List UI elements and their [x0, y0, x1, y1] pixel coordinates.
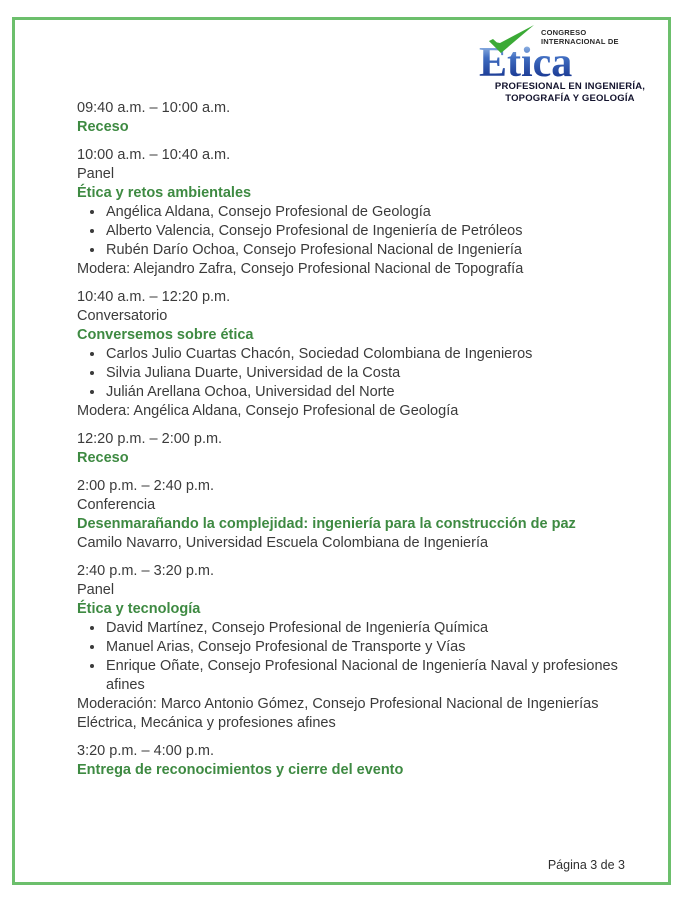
- session-time: 2:40 p.m. – 3:20 p.m.: [77, 563, 215, 579]
- logo-subtitle-line2: TOPOGRAFÍA Y GEOLOGÍA: [505, 92, 635, 104]
- session-block: [77, 742, 647, 780]
- session-title: Conversemos sobre ética: [77, 327, 254, 343]
- session-type: Conferencia: [77, 497, 156, 513]
- speaker-item: • Angélica Aldana, Consejo Profesional de Geología: [105, 203, 647, 222]
- speaker-item: • Julián Arellana Ochoa, Universidad del Norte: [105, 383, 647, 402]
- speaker-item: • Enrique Oñate, Consejo Profesional Nacional de Ingeniería Naval y profesiones afines: [105, 657, 647, 695]
- page-number: Página 3 de 3: [547, 858, 625, 872]
- speaker-item: • Alberto Valencia, Consejo Profesional de Ingeniería de Petróleos: [105, 222, 647, 241]
- session-title: Receso: [77, 119, 129, 135]
- session-title: Receso: [77, 450, 129, 466]
- speaker-list: [77, 203, 647, 260]
- logo-title: Ética: [479, 46, 661, 80]
- session-type: Conversatorio: [77, 308, 168, 324]
- session-title: Entrega de reconocimientos y cierre del evento: [77, 762, 404, 778]
- schedule: [77, 99, 647, 789]
- session-note: Modera: Alejandro Zafra, Consejo Profesional Nacional de Topografía: [77, 261, 524, 277]
- session-title: Desenmarañando la complejidad: ingeniería para la construcción de paz: [77, 516, 576, 532]
- session-title: Ética y tecnología: [77, 601, 201, 617]
- session-time: 10:40 a.m. – 12:20 p.m.: [77, 289, 231, 305]
- speaker-list: [77, 619, 647, 695]
- session-block: [77, 477, 647, 553]
- speaker-item: • David Martínez, Consejo Profesional de Ingeniería Química: [105, 619, 647, 638]
- speaker-item: • Carlos Julio Cuartas Chacón, Sociedad Colombiana de Ingenieros: [105, 345, 647, 364]
- session-block: [77, 146, 647, 279]
- session-time: 2:00 p.m. – 2:40 p.m.: [77, 478, 215, 494]
- session-note: Modera: Angélica Aldana, Consejo Profesional de Geología: [77, 403, 459, 419]
- logo-congreso-line1: CONGRESO: [541, 28, 587, 37]
- speaker-item: • Manuel Arias, Consejo Profesional de Transporte y Vías: [105, 638, 647, 657]
- session-block: [77, 99, 647, 137]
- session-note: Moderación: Marco Antonio Gómez, Consejo Profesional Nacional de Ingenierías Eléctrica, Mecánica y profesiones afines: [77, 696, 599, 731]
- session-time: 10:00 a.m. – 10:40 a.m.: [77, 147, 231, 163]
- session-time: 09:40 a.m. – 10:00 a.m.: [77, 100, 231, 116]
- congress-logo: [479, 22, 661, 104]
- speaker-list: [77, 345, 647, 402]
- session-time: 3:20 p.m. – 4:00 p.m.: [77, 743, 215, 759]
- speaker-item: • Rubén Darío Ochoa, Consejo Profesional Nacional de Ingeniería: [105, 241, 647, 260]
- speaker-item: • Silvia Juliana Duarte, Universidad de la Costa: [105, 364, 647, 383]
- session-type: Panel: [77, 166, 115, 182]
- session-note: Camilo Navarro, Universidad Escuela Colombiana de Ingeniería: [77, 535, 489, 551]
- session-block: [77, 288, 647, 421]
- session-type: Panel: [77, 582, 115, 598]
- logo-subtitle-line1: PROFESIONAL EN INGENIERÍA,: [494, 81, 646, 92]
- logo-congreso-line2: INTERNACIONAL DE: [541, 37, 619, 46]
- session-block: [77, 430, 647, 468]
- session-time: 12:20 p.m. – 2:00 p.m.: [77, 431, 223, 447]
- session-block: [77, 562, 647, 733]
- session-title: Ética y retos ambientales: [77, 185, 252, 201]
